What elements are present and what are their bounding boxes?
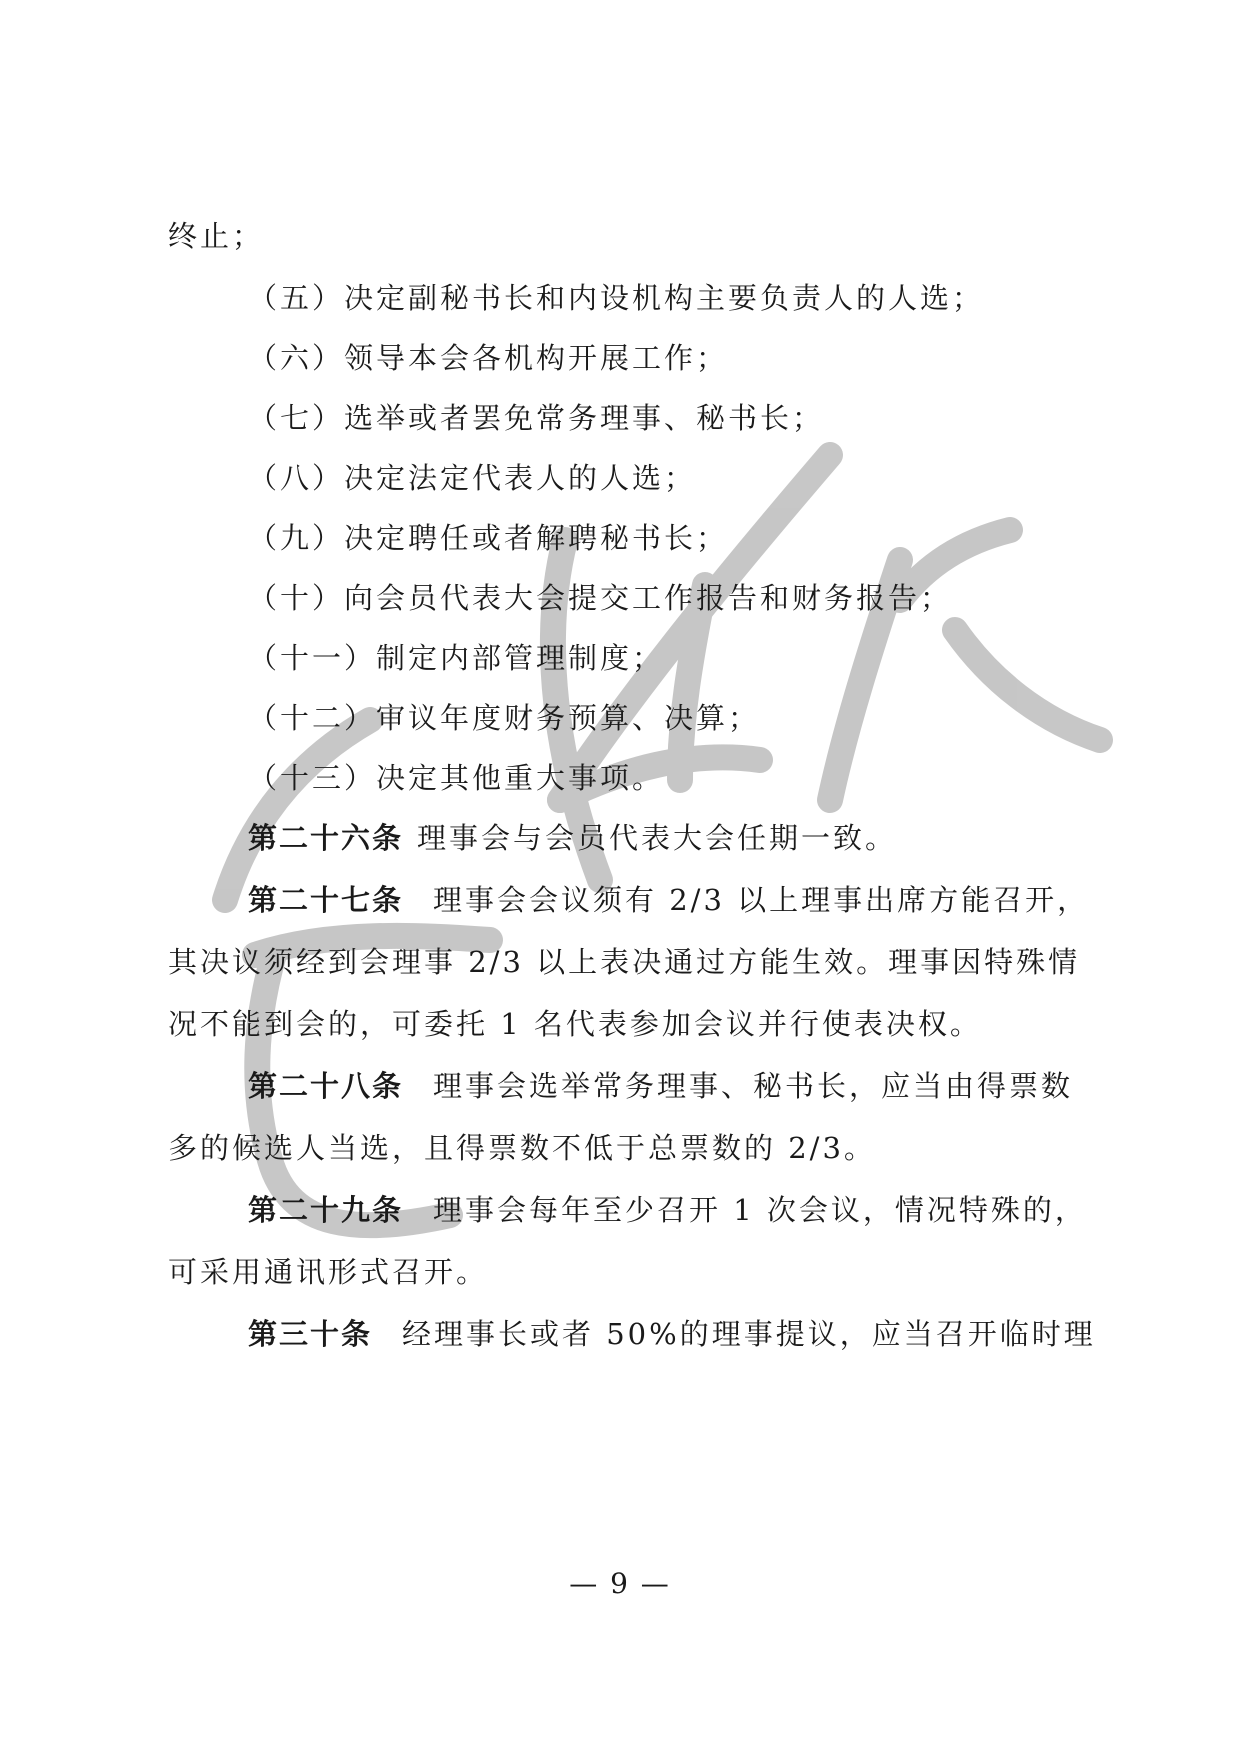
text-line: 况不能到会的，可委托 1 名代表参加会议并行使表决权。: [168, 1007, 982, 1041]
article-title: 第二十六条: [248, 821, 404, 855]
article-title: 第二十九条: [248, 1193, 404, 1227]
article-27: [248, 880, 1089, 920]
article-30: [248, 1314, 1096, 1354]
text-line: （十一）制定内部管理制度；: [248, 641, 665, 675]
article-29: [248, 1190, 1087, 1230]
text-line: （九）决定聘任或者解聘秘书长；: [248, 521, 729, 555]
article-text: 理事会每年至少召开 1 次会议，情况特殊的，: [433, 1193, 1087, 1227]
article-title: 第二十八条: [248, 1069, 404, 1103]
text-line: 可采用通讯形式召开。: [168, 1255, 489, 1289]
article-text: 理事会会议须有 2/3 以上理事出席方能召开，: [433, 883, 1090, 917]
article-text: 经理事长或者 50%的理事提议，应当召开临时理: [402, 1317, 1096, 1351]
article-26: [248, 818, 897, 858]
text-line: （五）决定副秘书长和内设机构主要负责人的人选；: [248, 281, 985, 315]
text-line: （十三）决定其他重大事项。: [248, 761, 665, 795]
article-text: 理事会与会员代表大会任期一致。: [417, 821, 898, 855]
text-line: （十二）审议年度财务预算、决算；: [248, 701, 761, 735]
article-title: 第二十七条: [248, 883, 404, 917]
article-28: [248, 1066, 1073, 1106]
text-line: （七）选举或者罢免常务理事、秘书长；: [248, 401, 825, 435]
article-title: 第三十条: [248, 1317, 373, 1351]
page-number: — 9 —: [569, 1567, 671, 1600]
text-line: 终止；: [168, 219, 265, 253]
text-line: （八）决定法定代表人的人选；: [248, 461, 697, 495]
article-text: 理事会选举常务理事、秘书长，应当由得票数: [433, 1069, 1074, 1103]
text-line: 多的候选人当选，且得票数不低于总票数的 2/3。: [168, 1131, 876, 1165]
text-line: 其决议须经到会理事 2/3 以上表决通过方能生效。理事因特殊情: [168, 945, 1081, 979]
text-line: （十）向会员代表大会提交工作报告和财务报告；: [248, 581, 953, 615]
text-line: （六）领导本会各机构开展工作；: [248, 341, 729, 375]
